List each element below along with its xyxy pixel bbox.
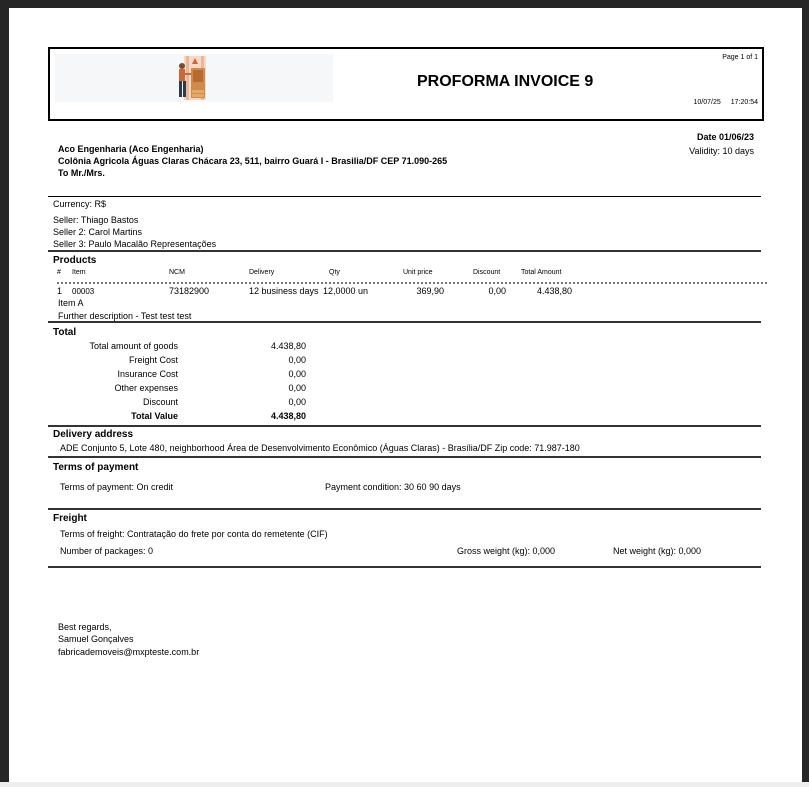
gross-weight: Gross weight (kg): 0,000 bbox=[457, 546, 556, 556]
recipient-label: To Mr./Mrs. bbox=[58, 168, 105, 178]
delivery-heading: Delivery address bbox=[53, 429, 134, 440]
payment-heading: Terms of payment bbox=[53, 462, 139, 473]
freight-heading: Freight bbox=[53, 513, 87, 524]
packages-count: Number of packages: 0 bbox=[60, 546, 154, 556]
print-time: 17:20:54 bbox=[730, 99, 758, 106]
seller-3: Seller 3: Paulo Macalão Representações bbox=[53, 239, 217, 249]
col-unit-price: Unit price bbox=[403, 269, 433, 276]
col-discount: Discount bbox=[473, 269, 501, 276]
page-number: Page 1 of 1 bbox=[722, 54, 758, 61]
divider bbox=[48, 321, 761, 323]
row-num: 1 bbox=[57, 286, 63, 296]
validity: Validity: 10 days bbox=[689, 146, 754, 156]
company-address: Colônia Agricola Águas Claras Chácara 23, 511, bairro Guará I - Brasilia/DF CEP 71.090-265 bbox=[58, 156, 448, 166]
freight-cost-label: Freight Cost bbox=[128, 355, 178, 365]
col-num: # bbox=[57, 269, 61, 276]
discount-value: 0,00 bbox=[288, 397, 306, 407]
document-page bbox=[9, 8, 802, 782]
signer-email[interactable]: fabricademoveis@mxpteste.com.br bbox=[58, 647, 200, 657]
col-item: Item bbox=[72, 269, 86, 276]
document-title: PROFORMA INVOICE 9 bbox=[417, 73, 594, 90]
row-total: 4.438,80 bbox=[536, 286, 572, 296]
col-delivery: Delivery bbox=[249, 269, 275, 276]
row-item-name: Item A bbox=[58, 298, 84, 308]
currency: Currency: R$ bbox=[53, 199, 107, 209]
dotted-separator bbox=[57, 282, 767, 284]
row-description: Further description - Test test test bbox=[58, 311, 192, 321]
products-heading: Products bbox=[53, 255, 97, 266]
payment-terms: Terms of payment: On credit bbox=[60, 482, 174, 492]
row-qty: 12,0000 un bbox=[323, 286, 369, 296]
company-name: Aco Engenharia (Aco Engenharia) bbox=[58, 144, 204, 154]
row-unit-price: 369,90 bbox=[416, 286, 444, 296]
document-date: Date 01/06/23 bbox=[696, 132, 754, 142]
total-value-value: 4.438,80 bbox=[270, 411, 306, 421]
invoice-header bbox=[48, 47, 764, 121]
seller-1: Seller: Thiago Bastos bbox=[53, 215, 139, 225]
print-datetime bbox=[694, 99, 759, 106]
total-value-label: Total Value bbox=[131, 411, 178, 421]
divider bbox=[48, 508, 761, 510]
col-qty: Qty bbox=[329, 269, 340, 276]
divider bbox=[48, 566, 761, 568]
seller-2: Seller 2: Carol Martins bbox=[53, 227, 143, 237]
net-weight: Net weight (kg): 0,000 bbox=[613, 546, 702, 556]
discount-label: Discount bbox=[142, 397, 178, 407]
row-delivery: 12 business days bbox=[249, 286, 319, 296]
company-logo bbox=[55, 54, 333, 102]
payment-condition: Payment condition: 30 60 90 days bbox=[325, 482, 461, 492]
col-ncm: NCM bbox=[169, 269, 185, 276]
total-goods-value: 4.438,80 bbox=[270, 341, 306, 351]
divider bbox=[48, 425, 761, 427]
row-discount: 0,00 bbox=[488, 286, 506, 296]
viewer-bottom-edge bbox=[0, 782, 809, 787]
signer-name: Samuel Gonçalves bbox=[58, 634, 134, 644]
closing-greeting: Best regards, bbox=[58, 622, 112, 632]
insurance-cost-value: 0,00 bbox=[288, 369, 306, 379]
insurance-cost-label: Insurance Cost bbox=[117, 369, 178, 379]
divider bbox=[48, 456, 761, 458]
other-expenses-value: 0,00 bbox=[288, 383, 306, 393]
other-expenses-label: Other expenses bbox=[114, 383, 178, 393]
freight-terms: Terms of freight: Contratação do frete por conta do remetente (CIF) bbox=[60, 529, 328, 539]
divider bbox=[48, 196, 761, 197]
col-total-amount: Total Amount bbox=[521, 269, 562, 276]
delivery-address: ADE Conjunto 5, Lote 480, neighborhood Área de Desenvolvimento Econômico (Águas Claras) - Brasília/DF Zip code: 71.987-180 bbox=[60, 443, 580, 453]
divider bbox=[48, 250, 761, 252]
row-item-code: 00003 bbox=[72, 287, 95, 296]
row-ncm: 73182900 bbox=[169, 286, 210, 296]
freight-cost-value: 0,00 bbox=[288, 355, 306, 365]
total-goods-label: Total amount of goods bbox=[89, 341, 178, 351]
print-date: 10/07/25 bbox=[693, 99, 721, 106]
totals-heading: Total bbox=[53, 327, 77, 338]
furniture-mover-illustration-icon bbox=[170, 54, 210, 102]
